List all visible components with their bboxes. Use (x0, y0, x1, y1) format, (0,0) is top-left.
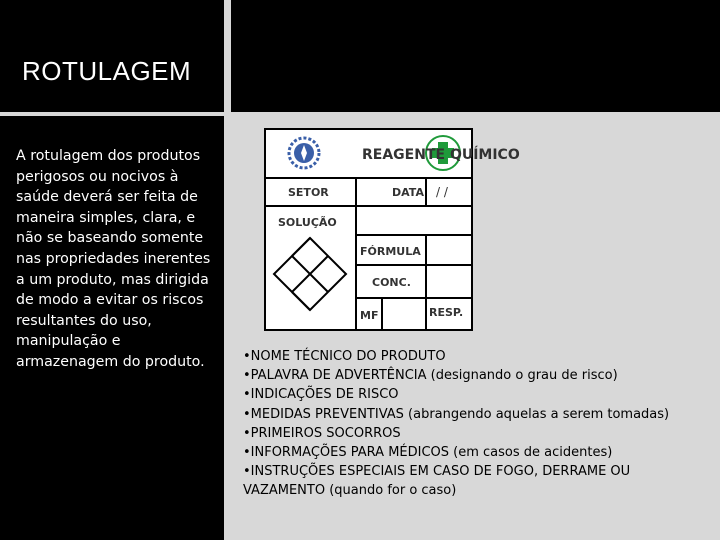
list-item: •INDICAÇÕES DE RISCO (243, 387, 399, 403)
bullet-list (243, 347, 713, 501)
label-date-slashes: / / (436, 185, 448, 199)
label-setor: SETOR (288, 186, 329, 199)
list-item: •MEDIDAS PREVENTIVAS (abrangendo aquelas a serem tomadas) (243, 406, 670, 422)
label-heading: REAGENTE QUÍMICO (362, 147, 520, 163)
chemical-label-drawing (266, 130, 520, 329)
list-item: •NOME TÉCNICO DO PRODUTO (243, 349, 446, 364)
list-item: •PALAVRA DE ADVERTÊNCIA (designando o grau de risco) (243, 368, 618, 384)
list-item: •PRIMEIROS SOCORROS (243, 425, 401, 441)
label-conc: CONC. (372, 276, 411, 289)
list-item: •INSTRUÇÕES ESPECIAIS EM CASO DE FOGO, DERRAME OU VAZAMENTO (quando for o caso) (243, 464, 631, 499)
title-panel (0, 0, 224, 112)
slide-title: ROTULAGEM (22, 56, 192, 86)
body-paragraph: A rotulagem dos produtos perigosos ou nocivos à saúde deverá ser feita de maneira simples, clara, e não se baseando somente nas propriedades inerentes a um produto, mas dirigida de modo a evitar os riscos resultantes do uso, manipulação e armazenagem do produto. (16, 148, 211, 370)
label-formula: FÓRMULA (360, 245, 421, 258)
chemical-label-image (264, 128, 520, 331)
label-mf: MF (360, 309, 379, 322)
label-resp: RESP. (429, 306, 464, 319)
hazard-diamond-icon (274, 238, 346, 310)
institution-logo-icon (289, 138, 319, 168)
list-item: •INFORMAÇÕES PARA MÉDICOS (em casos de acidentes) (243, 445, 613, 461)
label-data: DATA (392, 186, 424, 199)
header-right-panel (231, 0, 720, 112)
label-solucao: SOLUÇÃO (278, 216, 337, 229)
